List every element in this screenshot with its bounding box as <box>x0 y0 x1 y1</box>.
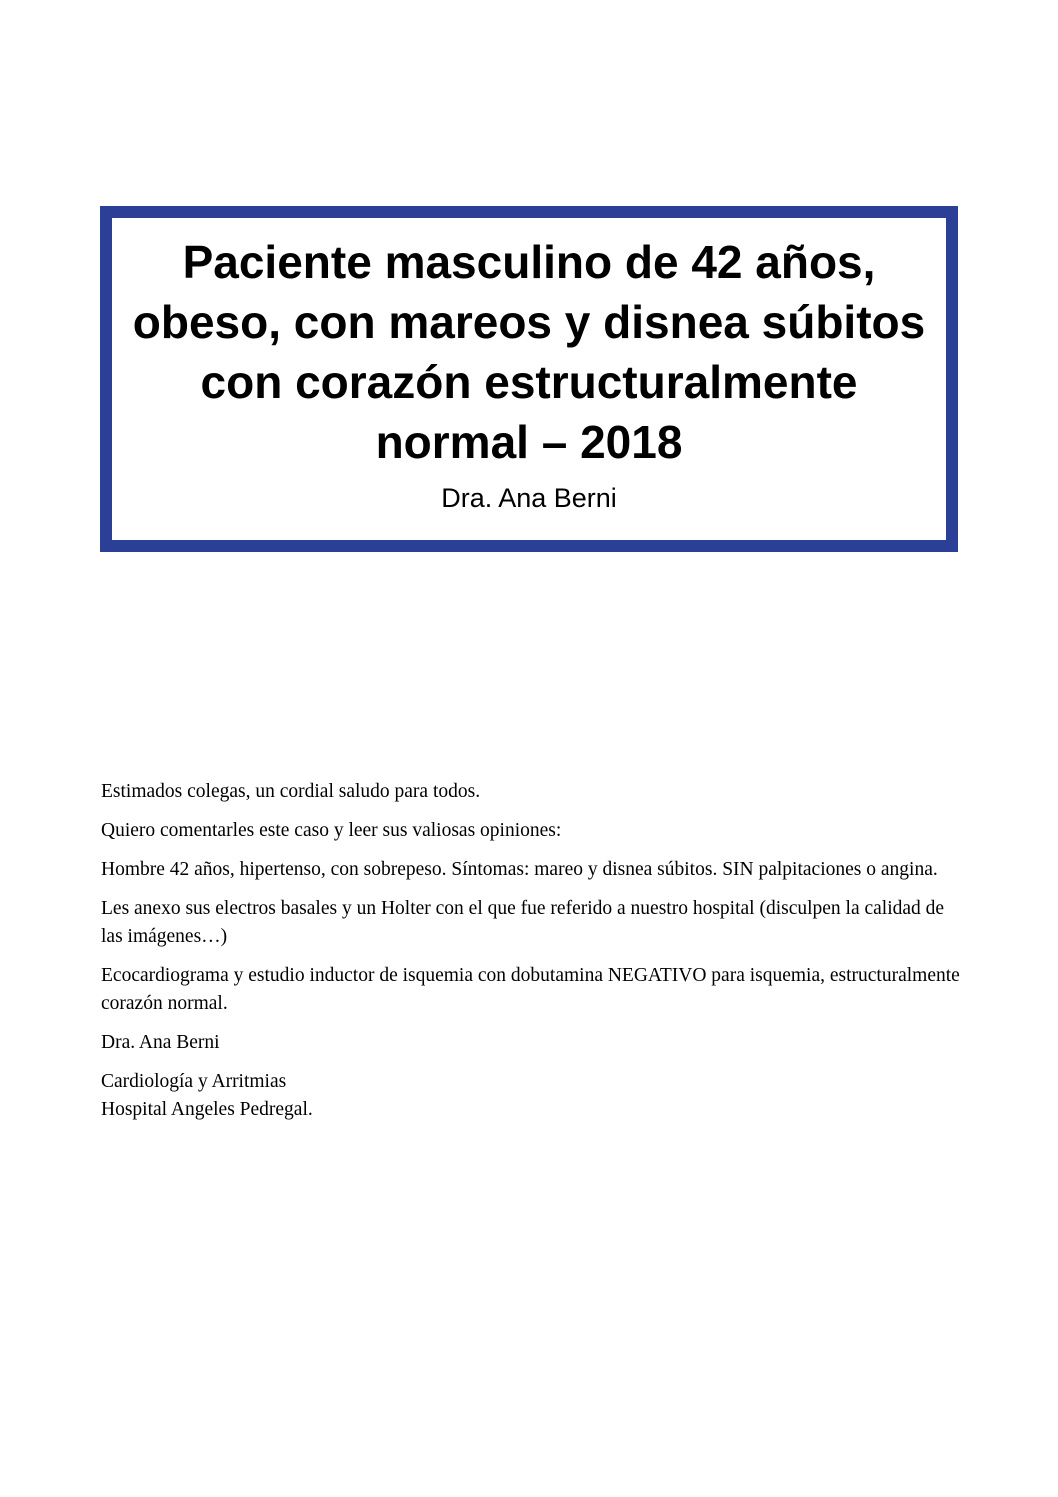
studies-paragraph: Ecocardiograma y estudio inductor de isquemia con dobutamina NEGATIVO para isquemia, estructuralmente corazón normal. <box>101 965 960 1014</box>
title-frame <box>100 206 958 552</box>
intro-paragraph: Quiero comentarles este caso y leer sus valiosas opiniones: <box>101 820 562 841</box>
greeting-paragraph: Estimados colegas, un cordial saludo para todos. <box>101 781 481 802</box>
letter-body <box>101 778 961 1124</box>
signature-name: Dra. Ana Berni <box>101 1032 220 1053</box>
patient-paragraph: Hombre 42 años, hipertenso, con sobrepeso. Síntomas: mareo y disnea súbitos. SIN palpitaciones o angina. <box>101 859 938 880</box>
signature-department: Cardiología y Arritmias <box>101 1071 287 1092</box>
document-title: Paciente masculino de 42 años, obeso, con mareos y disnea súbitos con corazón estructuralmente normal – 2018 <box>132 236 926 468</box>
attachments-paragraph: Les anexo sus electros basales y un Holter con el que fue referido a nuestro hospital (disculpen la calidad de las imágenes…) <box>101 898 945 947</box>
signature-hospital: Hospital Angeles Pedregal. <box>101 1099 313 1120</box>
document-author: Dra. Ana Berni <box>441 483 617 513</box>
